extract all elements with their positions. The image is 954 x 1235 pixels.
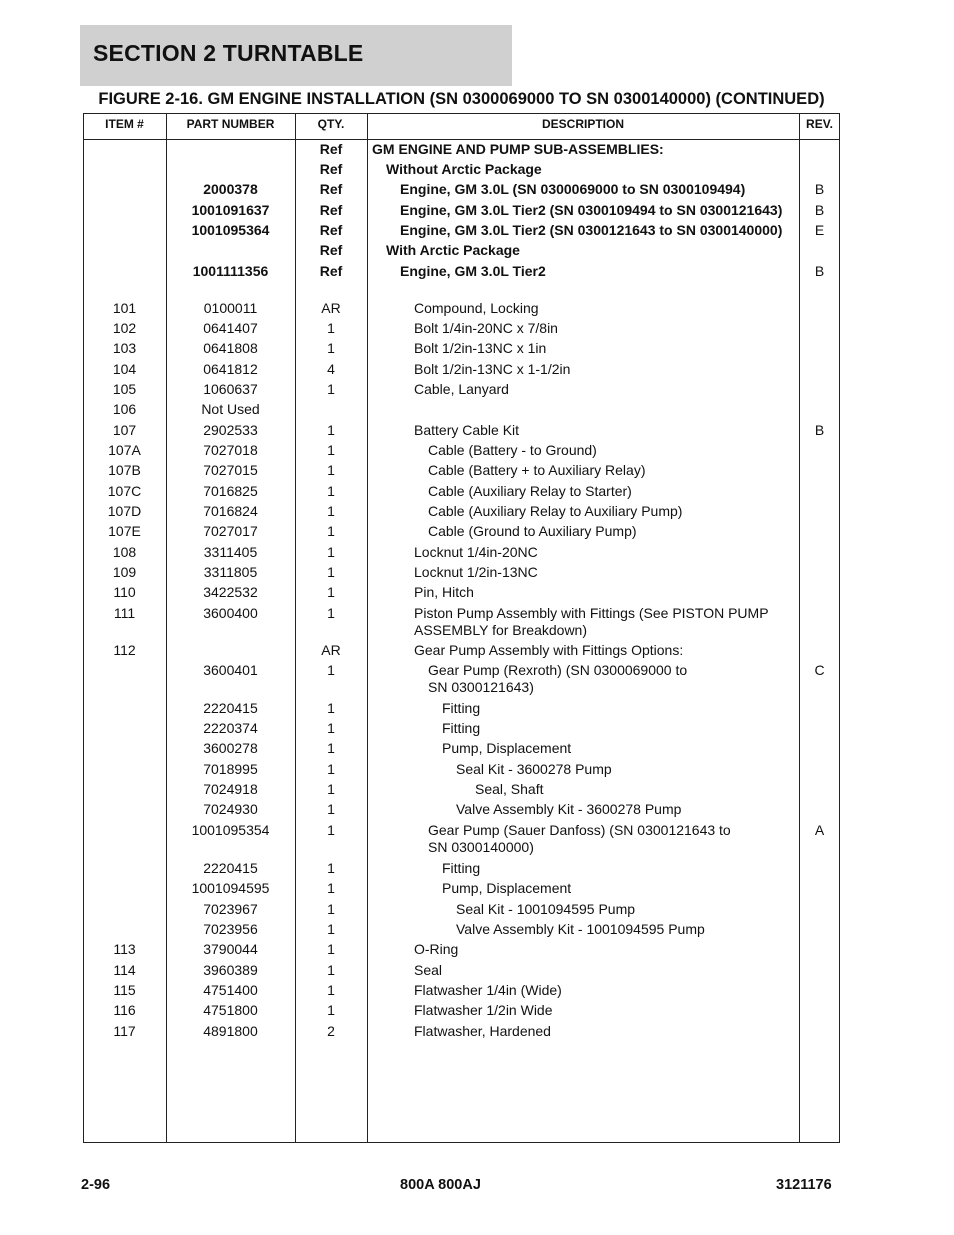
part-number: 2902533 <box>203 421 258 438</box>
part-number: 4751800 <box>203 1002 258 1019</box>
quantity: 1 <box>327 821 335 838</box>
quantity: 1 <box>327 462 335 479</box>
description-line: Seal <box>414 961 443 978</box>
item-number: 114 <box>113 961 136 978</box>
part-number: 3600278 <box>203 740 258 757</box>
column-header-qty: QTY. <box>317 117 345 131</box>
column-header-item: ITEM # <box>105 117 144 131</box>
description <box>367 483 860 500</box>
part-number: 1001095364 <box>191 221 270 238</box>
quantity: 1 <box>327 740 335 757</box>
description <box>367 222 832 239</box>
part-number: 2000378 <box>203 181 258 198</box>
item-number: 115 <box>113 981 136 998</box>
description-line: Cable (Auxiliary Relay to Auxiliary Pump) <box>428 503 683 519</box>
description-line: Gear Pump (Rexroth) (SN 0300069000 to <box>428 662 688 679</box>
quantity: Ref <box>319 201 343 218</box>
item-number: 107C <box>107 482 142 499</box>
table-row <box>83 422 840 439</box>
description-line: Engine, GM 3.0L Tier2 <box>400 262 546 279</box>
revision: B <box>814 262 825 279</box>
description-line: Fitting <box>442 859 481 876</box>
description-line: SN 0300140000) <box>428 838 534 855</box>
column-header-part-number: PART NUMBER <box>186 117 275 131</box>
quantity: 1 <box>327 503 335 519</box>
description <box>367 761 888 778</box>
description <box>367 263 832 280</box>
revision: A <box>814 821 825 838</box>
part-number: 0641808 <box>203 340 258 357</box>
description-line: Cable (Ground to Auxiliary Pump) <box>428 523 637 540</box>
description <box>367 700 874 717</box>
quantity: 1 <box>327 564 335 581</box>
part-number: 7027015 <box>203 462 258 479</box>
table-row <box>83 822 840 856</box>
table-row <box>83 921 840 938</box>
table-row <box>83 442 840 459</box>
description-line: Pin, Hitch <box>414 584 474 601</box>
quantity: 1 <box>327 441 335 458</box>
description <box>367 320 846 337</box>
description <box>367 381 846 398</box>
part-number: 1001095354 <box>191 821 270 838</box>
description <box>367 584 846 601</box>
table-row <box>83 584 840 601</box>
description <box>367 740 874 757</box>
table-row <box>83 222 840 239</box>
table-row <box>83 860 840 877</box>
quantity: Ref <box>319 140 343 157</box>
description <box>367 781 907 798</box>
quantity: 1 <box>327 662 335 679</box>
table-row <box>83 181 840 198</box>
description <box>367 642 846 659</box>
table-row <box>83 483 840 500</box>
part-number: 0100011 <box>203 299 258 316</box>
part-number: 2220374 <box>203 720 258 737</box>
item-number: 101 <box>112 299 137 316</box>
part-number: 0641407 <box>203 319 258 336</box>
description-line: Bolt 1/2in-13NC x 1-1/2in <box>414 360 571 377</box>
quantity: 1 <box>327 961 335 978</box>
part-number: 1001091637 <box>191 201 270 218</box>
description-line: GM ENGINE AND PUMP SUB-ASSEMBLIES: <box>372 140 664 157</box>
table-row <box>83 361 840 378</box>
item-number: 103 <box>112 340 137 357</box>
quantity: 1 <box>327 941 335 958</box>
part-number: 3600401 <box>203 662 258 679</box>
quantity: 1 <box>327 801 335 818</box>
quantity: Ref <box>319 221 343 238</box>
quantity: Ref <box>319 160 343 177</box>
part-number: 7024930 <box>203 801 258 818</box>
description-line: Seal, Shaft <box>475 781 544 798</box>
description-line: Cable (Battery - to Ground) <box>428 441 597 458</box>
quantity: Ref <box>319 181 343 198</box>
item-number: 107 <box>112 421 137 438</box>
part-number: 7023956 <box>203 920 258 937</box>
description <box>367 801 888 818</box>
part-number: 3422532 <box>203 584 258 601</box>
description-line: Compound, Locking <box>414 299 539 316</box>
column-header-rev: REV. <box>806 117 833 131</box>
item-number: 106 <box>112 401 137 418</box>
quantity: 1 <box>327 781 335 798</box>
part-number: Not Used <box>201 401 260 418</box>
table-row <box>83 1002 840 1019</box>
part-number: 7018995 <box>203 760 258 777</box>
description-line: Without Arctic Package <box>386 160 542 177</box>
table-row <box>83 740 840 757</box>
table-row <box>83 700 840 717</box>
item-number: 107A <box>108 441 141 458</box>
part-number: 3311805 <box>203 564 258 581</box>
item-number: 107B <box>108 462 141 479</box>
part-number: 4891800 <box>203 1022 258 1039</box>
description-line: Flatwasher 1/4in (Wide) <box>414 981 562 998</box>
table-row <box>83 320 840 337</box>
table-row <box>83 1023 840 1040</box>
document-number: 3121176 <box>776 1177 832 1193</box>
description <box>367 462 860 479</box>
table-row <box>83 941 840 958</box>
description <box>367 202 832 219</box>
description <box>367 300 846 317</box>
description-line: Battery Cable Kit <box>414 421 520 438</box>
description-line: Flatwasher 1/2in Wide <box>414 1002 553 1019</box>
quantity: 1 <box>327 543 335 560</box>
table-row <box>83 242 840 259</box>
description <box>367 860 874 877</box>
part-number: 7027018 <box>203 441 258 458</box>
description-line: Engine, GM 3.0L (SN 0300069000 to SN 0300109494) <box>400 181 746 198</box>
quantity: AR <box>321 299 341 316</box>
table-row <box>83 962 840 979</box>
description-line: Bolt 1/4in-20NC x 7/8in <box>414 319 558 336</box>
description-line: Valve Assembly Kit - 3600278 Pump <box>456 801 682 818</box>
description <box>367 901 888 918</box>
quantity: 1 <box>327 720 335 737</box>
quantity: 1 <box>327 380 335 397</box>
description-line: Locknut 1/4in-20NC <box>414 543 538 560</box>
column-header-description: DESCRIPTION <box>541 117 624 131</box>
table-row <box>83 662 840 696</box>
description-line: Gear Pump Assembly with Fittings Options: <box>414 642 684 659</box>
quantity: 1 <box>327 880 335 897</box>
quantity: 1 <box>327 523 335 540</box>
table-row <box>83 523 840 540</box>
description-line: Cable (Auxiliary Relay to Starter) <box>428 482 632 499</box>
table-row <box>83 503 840 520</box>
description <box>367 544 846 561</box>
description-line: Piston Pump Assembly with Fittings (See PISTON PUMP <box>414 604 769 621</box>
figure-title: FIGURE 2-16. GM ENGINE INSTALLATION (SN 0300069000 TO SN 0300140000) (CONTINUED) <box>98 90 825 108</box>
description <box>367 941 846 958</box>
description <box>367 141 804 158</box>
item-number: 109 <box>112 564 137 581</box>
description-line: Bolt 1/2in-13NC x 1in <box>414 340 547 357</box>
description-line: Cable, Lanyard <box>414 380 509 397</box>
quantity: 1 <box>327 760 335 777</box>
description-line: ASSEMBLY for Breakdown) <box>414 621 588 638</box>
description <box>367 340 846 357</box>
part-number: 2220415 <box>203 859 258 876</box>
model-name: 800A 800AJ <box>400 1177 481 1193</box>
quantity: 1 <box>327 920 335 937</box>
item-number: 110 <box>113 584 136 601</box>
description <box>367 564 846 581</box>
table-row <box>83 880 840 897</box>
quantity: 1 <box>327 1002 335 1019</box>
description-line: Pump, Displacement <box>442 880 572 897</box>
description <box>367 662 860 696</box>
revision: B <box>814 201 825 218</box>
description-line: Gear Pump (Sauer Danfoss) (SN 0300121643 to <box>428 821 731 838</box>
quantity: 1 <box>327 699 335 716</box>
table-row <box>83 801 840 818</box>
item-number: 116 <box>113 1002 136 1019</box>
description-line: Flatwasher, Hardened <box>414 1022 551 1039</box>
table-row <box>83 161 840 178</box>
table-row <box>83 300 840 317</box>
part-number: 7023967 <box>203 900 258 917</box>
description <box>367 605 846 639</box>
item-number: 102 <box>112 319 137 336</box>
description <box>367 442 860 459</box>
description <box>367 523 860 540</box>
quantity: AR <box>321 642 341 659</box>
table-row <box>83 141 840 158</box>
table-row <box>83 761 840 778</box>
table-row <box>83 340 840 357</box>
description-line: Seal Kit - 3600278 Pump <box>456 760 612 777</box>
part-number: 7016824 <box>203 503 258 519</box>
quantity: 1 <box>327 584 335 601</box>
table-row <box>83 263 840 280</box>
part-number: 1001094595 <box>191 880 270 897</box>
item-number: 107E <box>108 523 141 540</box>
description <box>367 361 846 378</box>
quantity: 2 <box>327 1022 335 1039</box>
description <box>367 880 874 897</box>
table-row <box>83 605 840 639</box>
part-number: 1060637 <box>203 380 258 397</box>
table-row <box>83 401 840 418</box>
part-number: 3311405 <box>203 543 258 560</box>
description <box>367 181 832 198</box>
revision: C <box>814 662 825 679</box>
parts-table-body <box>83 139 840 1043</box>
item-number: 104 <box>112 360 137 377</box>
description <box>367 720 874 737</box>
description-line: Fitting <box>442 699 481 716</box>
description-line: Locknut 1/2in-13NC <box>414 564 538 581</box>
description-line: Engine, GM 3.0L Tier2 (SN 0300109494 to SN 0300121643) <box>400 201 783 218</box>
quantity: 1 <box>327 859 335 876</box>
quantity: 1 <box>327 421 335 438</box>
item-number: 112 <box>113 642 136 659</box>
description <box>367 982 846 999</box>
revision: B <box>814 181 825 198</box>
part-number: 3960389 <box>203 961 258 978</box>
part-number: 1001111356 <box>192 262 269 279</box>
revision: E <box>814 221 825 238</box>
description-line: Engine, GM 3.0L Tier2 (SN 0300121643 to SN 0300140000) <box>400 221 783 238</box>
description-line: Cable (Battery + to Auxiliary Relay) <box>428 462 646 479</box>
table-row <box>83 202 840 219</box>
revision: B <box>814 421 825 438</box>
quantity: Ref <box>319 262 343 279</box>
item-number: 113 <box>113 941 136 958</box>
description <box>367 242 818 259</box>
item-number: 105 <box>112 380 137 397</box>
table-row <box>83 982 840 999</box>
part-number: 3790044 <box>203 941 258 958</box>
part-number: 0641812 <box>203 360 258 377</box>
table-row <box>83 462 840 479</box>
description <box>367 962 846 979</box>
part-number: 2220415 <box>203 699 258 716</box>
description <box>367 921 888 938</box>
description <box>367 822 860 856</box>
quantity: Ref <box>319 242 343 259</box>
table-row <box>83 901 840 918</box>
table-row <box>83 781 840 798</box>
section-title: SECTION 2 TURNTABLE <box>93 40 364 66</box>
table-row <box>83 564 840 581</box>
table-row <box>83 642 840 659</box>
description-line: With Arctic Package <box>386 242 520 259</box>
part-number: 7024918 <box>203 781 258 798</box>
table-row <box>83 544 840 561</box>
description-line: Valve Assembly Kit - 1001094595 Pump <box>456 920 705 937</box>
quantity: 4 <box>327 360 335 377</box>
quantity: 1 <box>327 900 335 917</box>
description-line: O-Ring <box>414 941 459 958</box>
quantity: 1 <box>327 340 335 357</box>
part-number: 7016825 <box>203 482 258 499</box>
description-line: Fitting <box>442 720 481 737</box>
item-number: 107D <box>107 503 142 519</box>
item-number: 108 <box>112 543 137 560</box>
description-line: SN 0300121643) <box>428 679 534 696</box>
quantity: 1 <box>327 604 335 621</box>
table-row <box>83 381 840 398</box>
part-number: 4751400 <box>203 981 258 998</box>
item-number: 111 <box>113 604 136 621</box>
quantity: 1 <box>327 482 335 499</box>
description <box>367 161 818 178</box>
part-number: 3600400 <box>203 604 258 621</box>
description <box>367 1023 846 1040</box>
table-row <box>83 720 840 737</box>
quantity: 1 <box>327 981 335 998</box>
description <box>367 422 846 439</box>
description-line: Pump, Displacement <box>442 740 572 757</box>
description-line: Seal Kit - 1001094595 Pump <box>456 900 636 917</box>
page-number: 2-96 <box>81 1177 111 1193</box>
item-number: 117 <box>113 1022 136 1039</box>
description <box>367 1002 846 1019</box>
quantity: 1 <box>327 319 335 336</box>
description <box>367 503 860 520</box>
part-number: 7027017 <box>203 523 258 540</box>
